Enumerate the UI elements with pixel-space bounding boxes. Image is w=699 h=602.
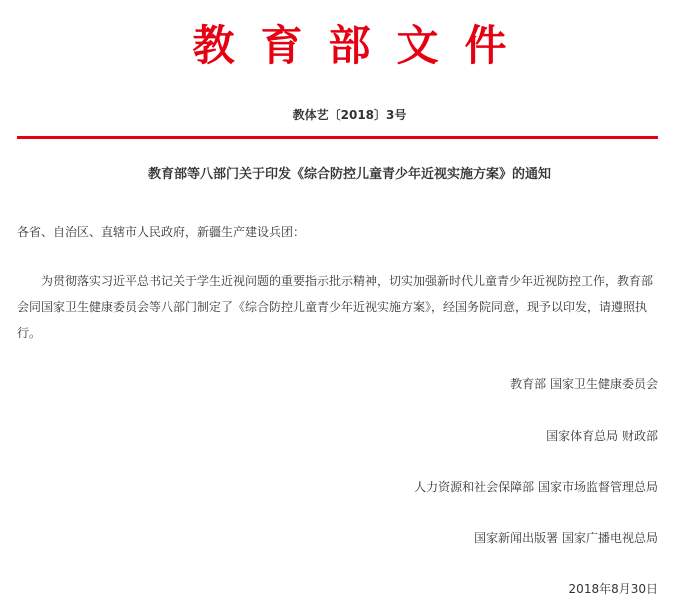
signatory-line: 教育部 国家卫生健康委员会 bbox=[510, 377, 658, 391]
document-date: 2018年8月30日 bbox=[568, 582, 658, 596]
notice-title: 教育部等八部门关于印发《综合防控儿童青少年近视实施方案》的通知 bbox=[147, 167, 551, 182]
signatory-line: 人力资源和社会保障部 国家市场监督管理总局 bbox=[414, 480, 658, 494]
document-number: 教体艺〔2018〕3号 bbox=[292, 108, 407, 122]
body-paragraph: 为贯彻落实习近平总书记关于学生近视问题的重要指示批示精神，切实加强新时代儿童青少年近视防控工作，教育部会同国家卫生健康委员会等八部门制定了《综合防控儿童青少年近视实施方案》，经国务院同意，现予以印发，请遵照执行。 bbox=[17, 274, 654, 340]
red-divider bbox=[17, 136, 658, 139]
salutation: 各省、自治区、直辖市人民政府，新疆生产建设兵团： bbox=[17, 225, 306, 239]
signatory-line: 国家体育总局 财政部 bbox=[546, 429, 658, 443]
document-header-title: 教育部文件 bbox=[192, 21, 533, 70]
signatory-line: 国家新闻出版署 国家广播电视总局 bbox=[474, 531, 658, 545]
